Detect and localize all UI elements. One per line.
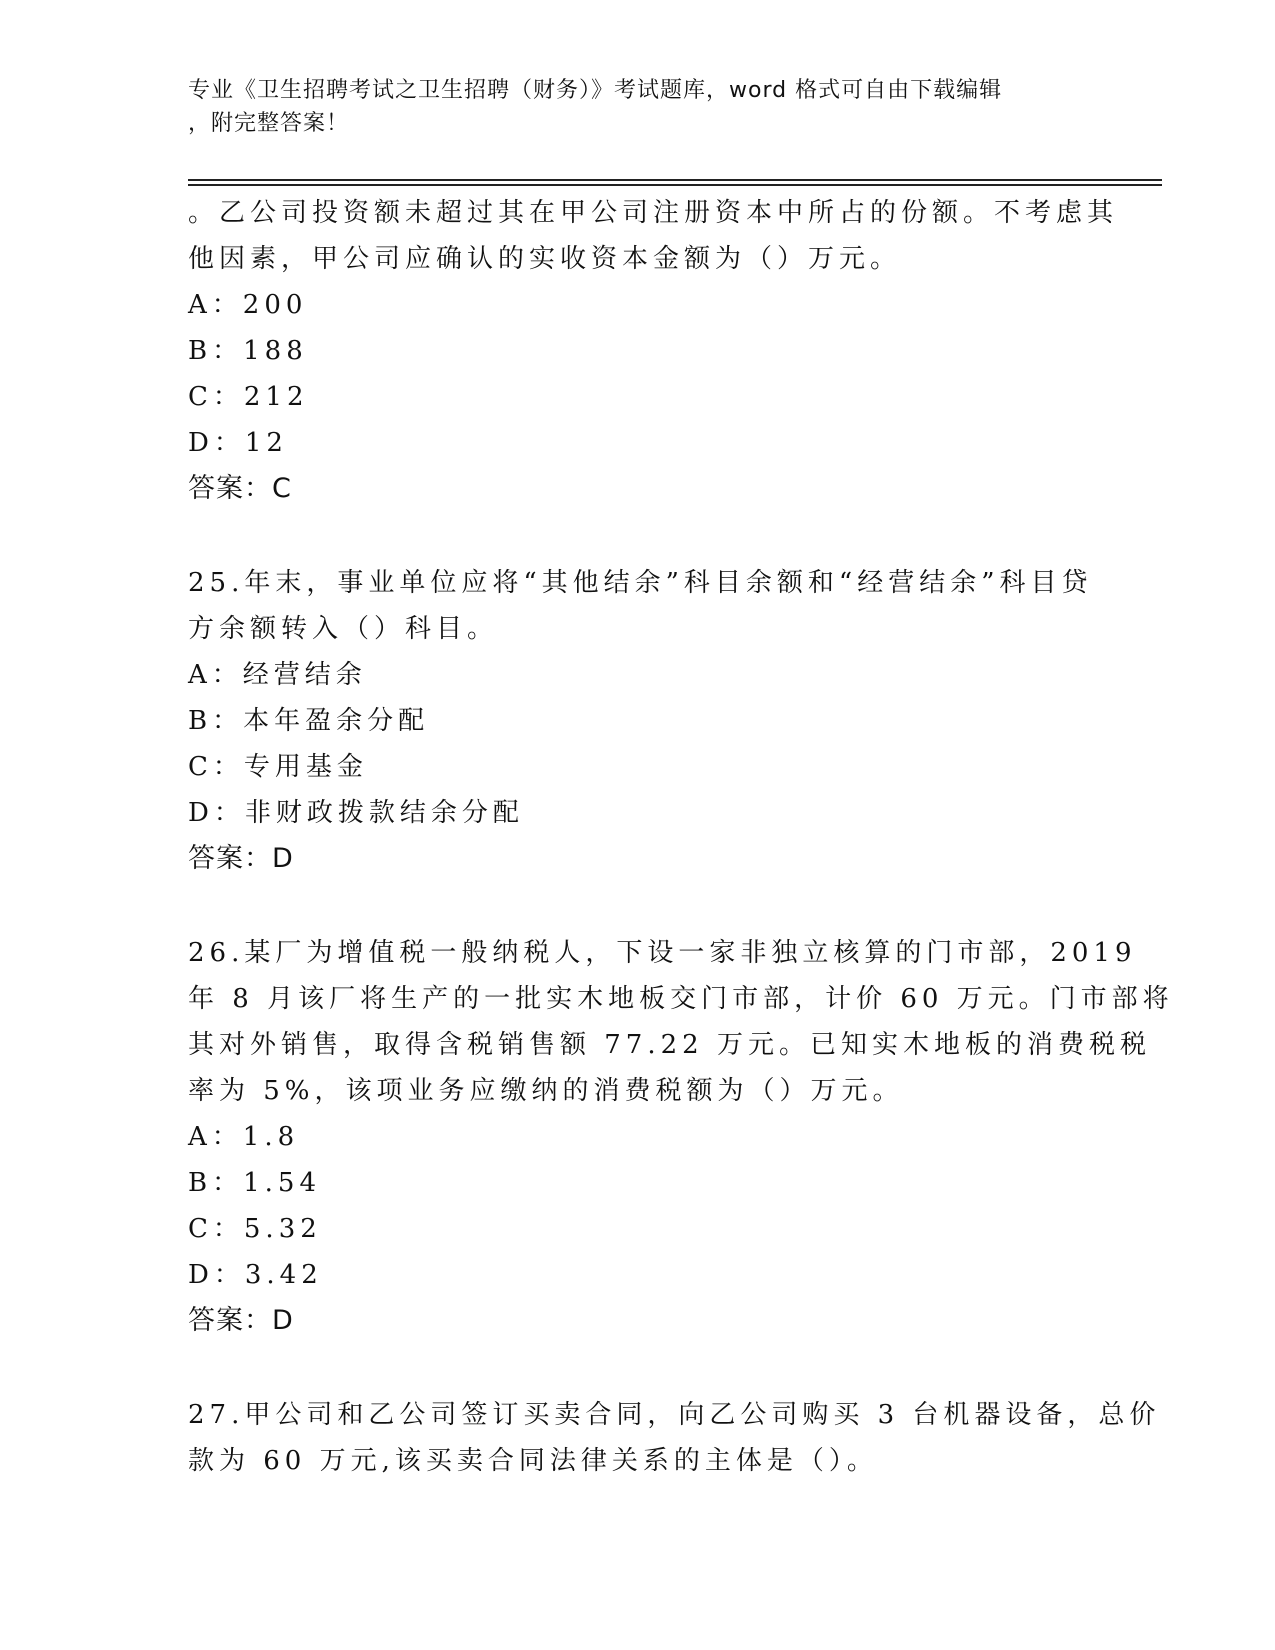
option-a: A：1.8: [188, 1122, 300, 1152]
question-stem-line: 率为 5%，该项业务应缴纳的消费税额为（）万元。: [188, 1076, 904, 1106]
question-stem-line: 。乙公司投资额未超过其在甲公司注册资本中所占的份额。不考虑其: [188, 198, 1119, 228]
option-d: D：12: [188, 428, 288, 458]
question-spacer: [188, 882, 1088, 930]
answer-line: 答案：D: [188, 843, 294, 874]
option-b: B：本年盈余分配: [188, 706, 430, 736]
question-stem-line: 其对外销售，取得含税销售额 77.22 万元。已知实木地板的消费税税: [188, 1030, 1151, 1060]
question-stem-line: 年 8 月该厂将生产的一批实木地板交门市部，计价 60 万元。门市部将: [188, 984, 1174, 1014]
question-stem-line: 27.甲公司和乙公司签订买卖合同，向乙公司购买 3 台机器设备，总价: [188, 1400, 1161, 1430]
question-stem-line: 25.年末，事业单位应将“其他结余”科目余额和“经营结余”科目贷: [188, 568, 1093, 598]
option-c: C：5.32: [188, 1214, 322, 1244]
answer-line: 答案：C: [188, 473, 292, 504]
option-d: D：非财政拨款结余分配: [188, 798, 524, 828]
question-24: [188, 190, 1119, 512]
header-divider-top: [188, 179, 1162, 181]
header-line-1: 专业《卫生招聘考试之卫生招聘（财务）》考试题库，word 格式可自由下载编辑: [188, 78, 1003, 103]
question-stem-line: 他因素，甲公司应确认的实收资本金额为（）万元。: [188, 244, 902, 274]
header-divider-bottom: [188, 184, 1162, 186]
option-b: B：188: [188, 336, 308, 366]
option-c: C：212: [188, 382, 309, 412]
question-spacer: [188, 1344, 1088, 1392]
option-a: A：200: [188, 290, 308, 320]
page-header: [188, 74, 1088, 140]
answer-line: 答案：D: [188, 1305, 294, 1336]
option-b: B：1.54: [188, 1168, 321, 1198]
question-spacer: [188, 512, 1088, 560]
question-stem-line: 款为 60 万元,该买卖合同法律关系的主体是（）。: [188, 1446, 878, 1476]
option-d: D：3.42: [188, 1260, 323, 1290]
question-stem-line: 方余额转入（）科目。: [188, 614, 499, 644]
question-stem-line: 26.某厂为增值税一般纳税人，下设一家非独立核算的门市部，2019: [188, 938, 1137, 968]
option-c: C：专用基金: [188, 752, 368, 782]
question-26: [188, 930, 1174, 1344]
option-a: A：经营结余: [188, 660, 367, 690]
question-25: [188, 560, 1093, 882]
question-27: [188, 1392, 1161, 1484]
header-line-2: ，附完整答案！: [188, 111, 350, 136]
question-content: [188, 190, 1174, 1484]
